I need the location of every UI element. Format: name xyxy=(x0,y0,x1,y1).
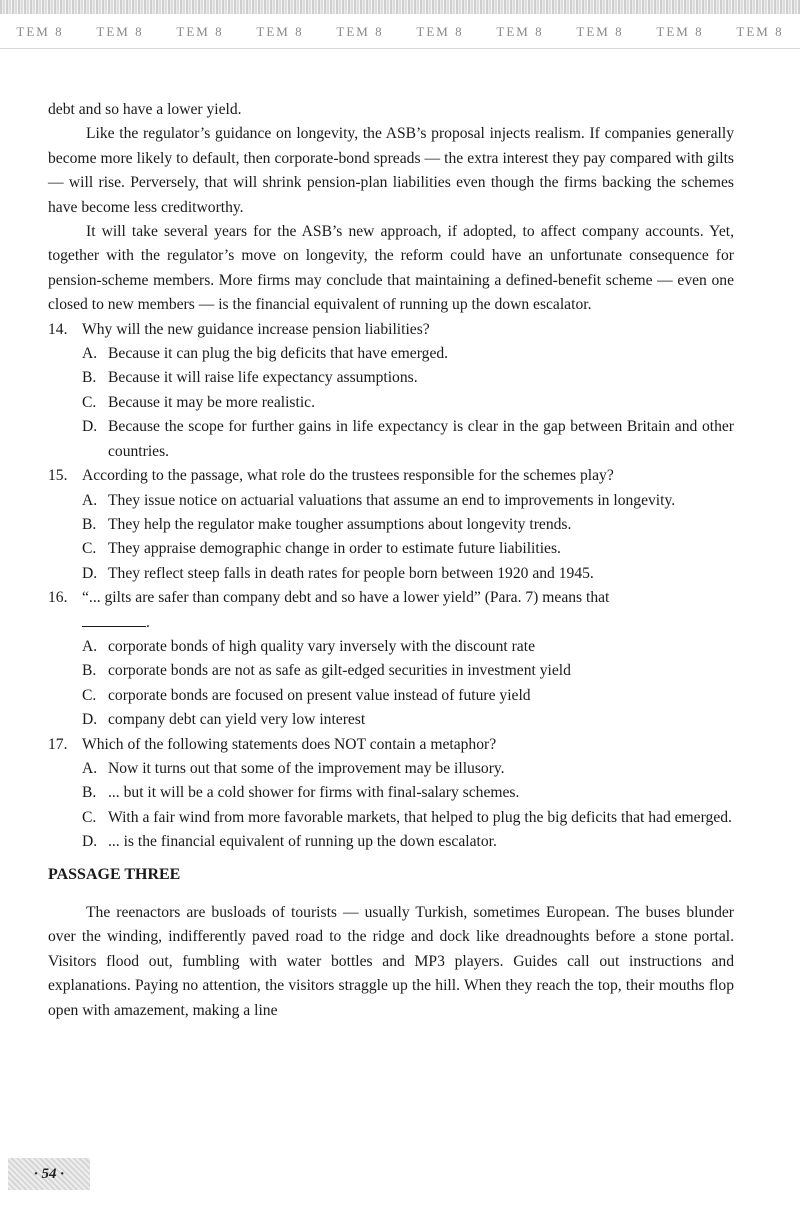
question-14 xyxy=(48,318,734,464)
option-label: A. xyxy=(82,759,98,777)
option-text: With a fair wind from more favorable markets, that helped to plug the big deficits that had emerged. xyxy=(108,808,732,826)
option xyxy=(82,366,734,390)
option xyxy=(82,562,734,586)
option xyxy=(82,391,734,415)
blank-underline xyxy=(82,612,146,627)
option xyxy=(82,659,734,683)
question-text: “... gilts are safer than company debt and so have a lower yield” (Para. 7) means that xyxy=(82,589,610,607)
option-text: Because it will raise life expectancy assumptions. xyxy=(108,369,418,387)
header-label: TEM 8 xyxy=(96,24,144,39)
option-text: corporate bonds are not as safe as gilt-edged securities in investment yield xyxy=(108,662,571,680)
option xyxy=(82,415,734,464)
option-text: ... is the financial equivalent of running up the down escalator. xyxy=(108,833,497,851)
question-text: Which of the following statements does NOT contain a metaphor? xyxy=(82,735,497,753)
paragraph-continuation: debt and so have a lower yield. xyxy=(48,101,242,118)
top-scan-band xyxy=(0,0,800,14)
option-text: Because it can plug the big deficits that have emerged. xyxy=(108,345,449,363)
question-15 xyxy=(48,464,734,586)
option-label: C. xyxy=(82,686,97,704)
question-number: 15. xyxy=(48,467,68,485)
option-text: corporate bonds are focused on present value instead of future yield xyxy=(108,686,531,704)
header-label: TEM 8 xyxy=(576,24,624,39)
option-text: Because it may be more realistic. xyxy=(108,393,315,411)
option-label: C. xyxy=(82,808,97,826)
option-label: C. xyxy=(82,540,97,558)
answer-blank xyxy=(82,611,734,635)
option-text: corporate bonds of high quality vary inversely with the discount rate xyxy=(108,637,535,655)
header-label: TEM 8 xyxy=(416,24,464,39)
option-label: D. xyxy=(82,564,98,582)
paragraph: It will take several years for the ASB’s new approach, if adopted, to affect company accounts. Yet, together with the regulator’s move on longevity, the reform could have an unfortunate consequence for pension-scheme members. More firms may conclude that maintaining a defined-benefit scheme — even one closed to new members — is the financial equivalent of running up the down escalator. xyxy=(48,223,734,314)
blank-period: . xyxy=(146,613,150,631)
option-label: B. xyxy=(82,515,97,533)
section-heading: PASSAGE THREE xyxy=(48,865,181,883)
option xyxy=(82,684,734,708)
option-label: D. xyxy=(82,711,98,729)
option-label: D. xyxy=(82,833,98,851)
header-divider xyxy=(0,48,800,49)
question-number: 14. xyxy=(48,320,68,338)
option-text: ... but it will be a cold shower for firms with final-salary schemes. xyxy=(108,784,520,802)
option xyxy=(82,830,734,854)
running-header xyxy=(0,24,800,44)
page-body xyxy=(48,98,734,1023)
option xyxy=(82,708,734,732)
option xyxy=(82,635,734,659)
option-label: B. xyxy=(82,662,97,680)
option-label: B. xyxy=(82,784,97,802)
option-label: A. xyxy=(82,637,98,655)
option-text: They appraise demographic change in order to estimate future liabilities. xyxy=(108,540,561,558)
question-number: 16. xyxy=(48,589,68,607)
passage-paragraph: The reenactors are busloads of tourists — usually Turkish, sometimes European. The buses blunder over the winding, indifferently paved road to the ridge and dock like dreadnoughts before a stone portal. Visitors flood out, fumbling with water bottles and MP3 players. Guides call out instructions and explanations. Paying no attention, the visitors straggle up the hill. When they reach the top, their mouths flop open with amazement, making a line xyxy=(48,903,734,1019)
option xyxy=(82,537,734,561)
option xyxy=(82,342,734,366)
paragraph: Like the regulator’s guidance on longevity, the ASB’s proposal injects realism. If companies generally become more likely to default, then corporate-bond spreads — the extra interest they pay compared with gilts — will rise. Perversely, that will shrink pension-plan liabilities even though the firms backing the schemes have become less creditworthy. xyxy=(48,125,734,216)
option-label: A. xyxy=(82,345,98,363)
option-text: Because the scope for further gains in life expectancy is clear in the gap between Britain and other countries. xyxy=(108,418,734,460)
option-label: D. xyxy=(82,418,98,436)
page-number: · 54 · xyxy=(8,1158,90,1190)
header-label: TEM 8 xyxy=(736,24,784,39)
option-text: They help the regulator make tougher assumptions about longevity trends. xyxy=(108,515,572,533)
option-label: A. xyxy=(82,491,98,509)
header-label: TEM 8 xyxy=(176,24,224,39)
option xyxy=(82,757,734,781)
option-label: B. xyxy=(82,369,97,387)
option-label: C. xyxy=(82,393,97,411)
header-label: TEM 8 xyxy=(496,24,544,39)
option xyxy=(82,513,734,537)
header-label: TEM 8 xyxy=(336,24,384,39)
option xyxy=(82,489,734,513)
header-label: TEM 8 xyxy=(16,24,64,39)
question-16 xyxy=(48,586,734,732)
question-text: According to the passage, what role do the trustees responsible for the schemes play? xyxy=(82,467,614,485)
option-text: company debt can yield very low interest xyxy=(108,711,366,729)
question-text: Why will the new guidance increase pension liabilities? xyxy=(82,320,430,338)
option-text: They reflect steep falls in death rates for people born between 1920 and 1945. xyxy=(108,564,594,582)
option xyxy=(82,806,734,830)
header-label: TEM 8 xyxy=(256,24,304,39)
question-17 xyxy=(48,733,734,855)
option xyxy=(82,781,734,805)
question-number: 17. xyxy=(48,735,68,753)
option-text: They issue notice on actuarial valuations that assume an end to improvements in longevity. xyxy=(108,491,676,509)
option-text: Now it turns out that some of the improvement may be illusory. xyxy=(108,759,505,777)
header-label: TEM 8 xyxy=(656,24,704,39)
